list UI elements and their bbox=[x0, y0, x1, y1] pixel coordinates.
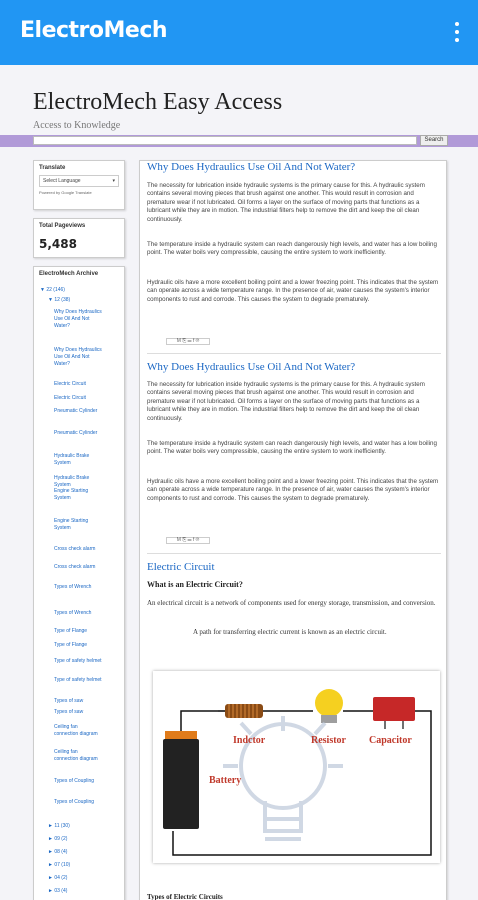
post-divider bbox=[147, 353, 441, 354]
archive-post-link[interactable]: Engine Starting System bbox=[54, 518, 89, 531]
archive-title: ElectroMech Archive bbox=[39, 271, 99, 277]
pageviews-title: Total Pageviews bbox=[39, 223, 86, 229]
blog-description: Access to Knowledge bbox=[33, 120, 121, 131]
archive-post-link[interactable]: Why Does Hydraulics Use Oil And Not Water? bbox=[54, 347, 102, 367]
battery-icon bbox=[163, 731, 199, 829]
archive-post-link[interactable]: Hydraulic Brake System bbox=[54, 475, 90, 488]
search-button[interactable]: Search bbox=[420, 135, 448, 146]
archive-post-link[interactable]: Ceiling fan connection diagram bbox=[54, 724, 98, 737]
archive-month[interactable]: ► 11 (30) bbox=[48, 823, 70, 829]
light-bulb-icon bbox=[315, 689, 343, 723]
archive-post-link[interactable]: Electric Circuit bbox=[54, 395, 86, 401]
archive-post-link[interactable]: Electric Circuit bbox=[54, 381, 86, 387]
translate-widget bbox=[33, 160, 125, 210]
archive-post-link[interactable]: Engine Starting System bbox=[54, 488, 89, 501]
post-title[interactable]: Why Does Hydraulics Use Oil And Not Water? bbox=[147, 361, 356, 373]
post-title[interactable]: Why Does Hydraulics Use Oil And Not Water? bbox=[147, 161, 356, 173]
archive-post-link[interactable]: Types of Wrench bbox=[54, 584, 92, 590]
capacitor-label: Capacitor bbox=[369, 735, 412, 746]
search-input[interactable] bbox=[33, 136, 417, 145]
archive-month[interactable]: ► 03 (4) bbox=[48, 888, 68, 894]
archive-month[interactable]: ► 09 (2) bbox=[48, 836, 68, 842]
more-vert-icon[interactable] bbox=[454, 22, 460, 44]
app-bar bbox=[0, 0, 478, 65]
archive-widget bbox=[33, 266, 125, 900]
post-subheading: Types of Electric Circuits bbox=[147, 893, 223, 900]
post-paragraph: The temperature inside a hydraulic system can reach dangerously high levels, and water has a low boiling point. The water boils very compressible, causing the entire system to work inefficiently. bbox=[147, 440, 437, 456]
archive-post-link[interactable]: Pneumatic Cylinder bbox=[54, 408, 98, 414]
archive-month[interactable]: ► 04 (2) bbox=[48, 875, 68, 881]
archive-post-link[interactable]: Why Does Hydraulics Use Oil And Not Water? bbox=[54, 309, 102, 329]
post-subheading: What is an Electric Circuit? bbox=[147, 580, 243, 589]
blog-header bbox=[0, 65, 478, 140]
archive-post-link[interactable]: Types of saw bbox=[54, 709, 84, 715]
archive-post-link[interactable]: Type of safety helmet bbox=[54, 677, 102, 683]
inductor-label: Indctor bbox=[233, 735, 266, 746]
powered-by-text[interactable]: Powered by Google Translate bbox=[39, 190, 92, 195]
blog-title[interactable]: ElectroMech Easy Access bbox=[33, 89, 283, 115]
share-buttons[interactable]: M ⎘ ▭ f ℗ bbox=[166, 338, 210, 345]
app-title: ElectroMech bbox=[20, 18, 168, 43]
archive-post-link[interactable]: Types of Coupling bbox=[54, 778, 95, 784]
translate-title: Translate bbox=[39, 165, 66, 171]
post-paragraph: An electrical circuit is a network of components used for energy storage, transmission, and conversion. bbox=[147, 599, 436, 607]
circuit-diagram bbox=[153, 671, 440, 863]
archive-post-link[interactable]: Type of safety helmet bbox=[54, 658, 102, 664]
archive-post-link[interactable]: Cross check alarm bbox=[54, 564, 96, 570]
archive-post-link[interactable]: Types of Coupling bbox=[54, 799, 95, 805]
archive-post-link[interactable]: Pneumatic Cylinder bbox=[54, 430, 98, 436]
inductor-icon bbox=[218, 704, 263, 718]
share-buttons[interactable]: M ⎘ ▭ f ℗ bbox=[166, 537, 210, 544]
archive-post-link[interactable]: Types of saw bbox=[54, 698, 84, 704]
battery-label: Battery bbox=[209, 775, 242, 786]
post-paragraph: The necessity for lubrication inside hydraulic systems is the primary cause for this. A hydraulic system contains several moving pieces that brush against one another. This would result in corrosion and premature wear if not lubricated. Oil forms a layer on the surface of moving parts that functions as a lubricant while they are in motion. The industrial filters help to remove the dirt and keep the oil clean continuously. bbox=[147, 381, 425, 422]
resistor-label: Resistor bbox=[311, 735, 346, 746]
post-paragraph: The necessity for lubrication inside hydraulic systems is the primary cause for this. A hydraulic system contains several moving pieces that brush against one another. This would result in corrosion and premature wear if not lubricated. Oil forms a layer on the surface of moving parts that functions as a lubricant while they are in motion. The industrial filters help to remove the dirt and keep the oil clean continuously. bbox=[147, 182, 425, 223]
archive-post-link[interactable]: Type of Flange bbox=[54, 628, 88, 634]
archive-year[interactable]: ▼ 22 (146) bbox=[40, 287, 65, 293]
archive-post-link[interactable]: Cross check alarm bbox=[54, 546, 96, 552]
archive-post-link[interactable]: Type of Flange bbox=[54, 642, 88, 648]
post-paragraph: A path for transferring electric current is known as an electric circuit. bbox=[193, 628, 387, 636]
pageviews-count: 5,488 bbox=[39, 237, 77, 251]
archive-month[interactable]: ► 08 (4) bbox=[48, 849, 68, 855]
archive-post-link[interactable]: Ceiling fan connection diagram bbox=[54, 749, 98, 762]
main-content bbox=[139, 160, 447, 900]
pageviews-widget bbox=[33, 218, 125, 258]
archive-month[interactable]: ► 07 (10) bbox=[48, 862, 71, 868]
language-select[interactable]: Select Language ▾ bbox=[39, 175, 119, 187]
post-paragraph: Hydraulic oils have a more excellent boiling point and a lower freezing point. This indicates that the system can operate across a wide temperature range. In the presence of air, water causes the system's interior components to rust and corrode. This causes the system to degrade prematurely. bbox=[147, 478, 439, 502]
post-paragraph: The temperature inside a hydraulic system can reach dangerously high levels, and water has a low boiling point. The water boils very compressible, causing the entire system to work inefficiently. bbox=[147, 241, 437, 257]
capacitor-icon bbox=[373, 697, 415, 729]
archive-post-link[interactable]: Hydraulic Brake System bbox=[54, 453, 90, 466]
post-title[interactable]: Electric Circuit bbox=[147, 561, 215, 573]
archive-month[interactable]: ▼ 12 (38) bbox=[48, 297, 71, 303]
post-divider bbox=[147, 553, 441, 554]
archive-post-link[interactable]: Types of Wrench bbox=[54, 610, 92, 616]
post-paragraph: Hydraulic oils have a more excellent boiling point and a lower freezing point. This indicates that the system can operate across a wide temperature range. In the presence of air, water causes the system's interior components to rust and corrode. This causes the system to degrade prematurely. bbox=[147, 279, 439, 303]
